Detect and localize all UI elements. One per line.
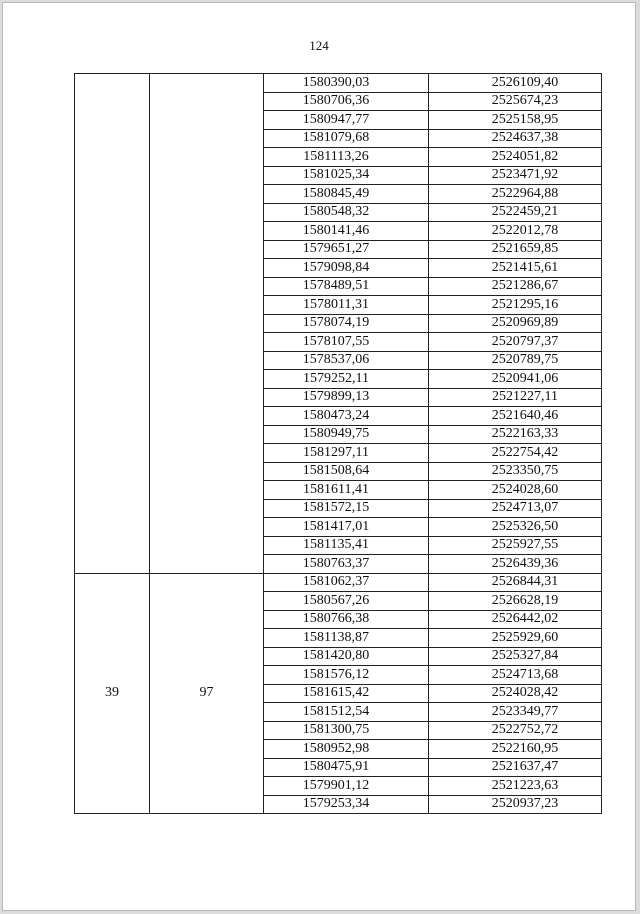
x-coordinate-cell: 1580473,24 [264,407,429,426]
document-page [2,2,636,911]
x-coordinate-cell: 1581025,34 [264,166,429,185]
y-coordinate-cell: 2520937,23 [429,795,602,814]
x-coordinate-cell: 1580952,98 [264,740,429,759]
y-coordinate-cell: 2524637,38 [429,129,602,148]
y-coordinate-cell: 2523349,77 [429,703,602,722]
x-coordinate-cell: 1579899,13 [264,388,429,407]
x-coordinate-cell: 1581420,80 [264,647,429,666]
y-coordinate-cell: 2526439,36 [429,555,602,574]
y-coordinate-cell: 2521659,85 [429,240,602,259]
coordinates-table-body [75,74,602,814]
y-coordinate-cell: 2520941,06 [429,370,602,389]
y-coordinate-cell: 2525929,60 [429,629,602,648]
y-coordinate-cell: 2520789,75 [429,351,602,370]
x-coordinate-cell: 1581417,01 [264,518,429,537]
y-coordinate-cell: 2521286,67 [429,277,602,296]
y-coordinate-cell: 2520797,37 [429,333,602,352]
x-coordinate-cell: 1580763,37 [264,555,429,574]
table-row [75,573,602,592]
x-coordinate-cell: 1580475,91 [264,758,429,777]
x-coordinate-cell: 1581300,75 [264,721,429,740]
x-coordinate-cell: 1581138,87 [264,629,429,648]
x-coordinate-cell: 1580141,46 [264,222,429,241]
x-coordinate-cell: 1580706,36 [264,92,429,111]
y-coordinate-cell: 2521295,16 [429,296,602,315]
y-coordinate-cell: 2522754,42 [429,444,602,463]
x-coordinate-cell: 1579651,27 [264,240,429,259]
y-coordinate-cell: 2526442,02 [429,610,602,629]
y-coordinate-cell: 2522160,95 [429,740,602,759]
y-coordinate-cell: 2525326,50 [429,518,602,537]
y-coordinate-cell: 2525674,23 [429,92,602,111]
y-coordinate-cell: 2524713,68 [429,666,602,685]
x-coordinate-cell: 1581508,64 [264,462,429,481]
x-coordinate-cell: 1578074,19 [264,314,429,333]
x-coordinate-cell: 1579901,12 [264,777,429,796]
x-coordinate-cell: 1581576,12 [264,666,429,685]
y-coordinate-cell: 2521637,47 [429,758,602,777]
x-coordinate-cell: 1580390,03 [264,74,429,93]
y-coordinate-cell: 2521223,63 [429,777,602,796]
y-coordinate-cell: 2521227,11 [429,388,602,407]
y-coordinate-cell: 2523471,92 [429,166,602,185]
x-coordinate-cell: 1579253,34 [264,795,429,814]
y-coordinate-cell: 2522459,21 [429,203,602,222]
x-coordinate-cell: 1578489,51 [264,277,429,296]
x-coordinate-cell: 1581572,15 [264,499,429,518]
x-coordinate-cell: 1580548,32 [264,203,429,222]
plot-area-cell: 97 [150,573,264,814]
x-coordinate-cell: 1580947,77 [264,111,429,130]
y-coordinate-cell: 2525158,95 [429,111,602,130]
y-coordinate-cell: 2520969,89 [429,314,602,333]
plot-number-cell: 39 [75,573,150,814]
x-coordinate-cell: 1578011,31 [264,296,429,315]
y-coordinate-cell: 2522752,72 [429,721,602,740]
x-coordinate-cell: 1578107,55 [264,333,429,352]
x-coordinate-cell: 1581113,26 [264,148,429,167]
plot-area-cell [150,74,264,574]
x-coordinate-cell: 1581615,42 [264,684,429,703]
y-coordinate-cell: 2526844,31 [429,573,602,592]
y-coordinate-cell: 2524051,82 [429,148,602,167]
y-coordinate-cell: 2522163,33 [429,425,602,444]
x-coordinate-cell: 1580567,26 [264,592,429,611]
y-coordinate-cell: 2522012,78 [429,222,602,241]
x-coordinate-cell: 1580766,38 [264,610,429,629]
x-coordinate-cell: 1580845,49 [264,185,429,204]
y-coordinate-cell: 2521640,46 [429,407,602,426]
x-coordinate-cell: 1581135,41 [264,536,429,555]
table-row [75,74,602,93]
coordinates-table [74,73,602,814]
x-coordinate-cell: 1581079,68 [264,129,429,148]
x-coordinate-cell: 1578537,06 [264,351,429,370]
y-coordinate-cell: 2526109,40 [429,74,602,93]
y-coordinate-cell: 2525927,55 [429,536,602,555]
y-coordinate-cell: 2523350,75 [429,462,602,481]
x-coordinate-cell: 1580949,75 [264,425,429,444]
plot-number-cell [75,74,150,574]
y-coordinate-cell: 2524028,60 [429,481,602,500]
x-coordinate-cell: 1581297,11 [264,444,429,463]
y-coordinate-cell: 2522964,88 [429,185,602,204]
x-coordinate-cell: 1581512,54 [264,703,429,722]
y-coordinate-cell: 2526628,19 [429,592,602,611]
x-coordinate-cell: 1579252,11 [264,370,429,389]
x-coordinate-cell: 1581611,41 [264,481,429,500]
x-coordinate-cell: 1581062,37 [264,573,429,592]
y-coordinate-cell: 2525327,84 [429,647,602,666]
page-number: 124 [309,38,329,53]
x-coordinate-cell: 1579098,84 [264,259,429,278]
y-coordinate-cell: 2524028,42 [429,684,602,703]
y-coordinate-cell: 2524713,07 [429,499,602,518]
y-coordinate-cell: 2521415,61 [429,259,602,278]
